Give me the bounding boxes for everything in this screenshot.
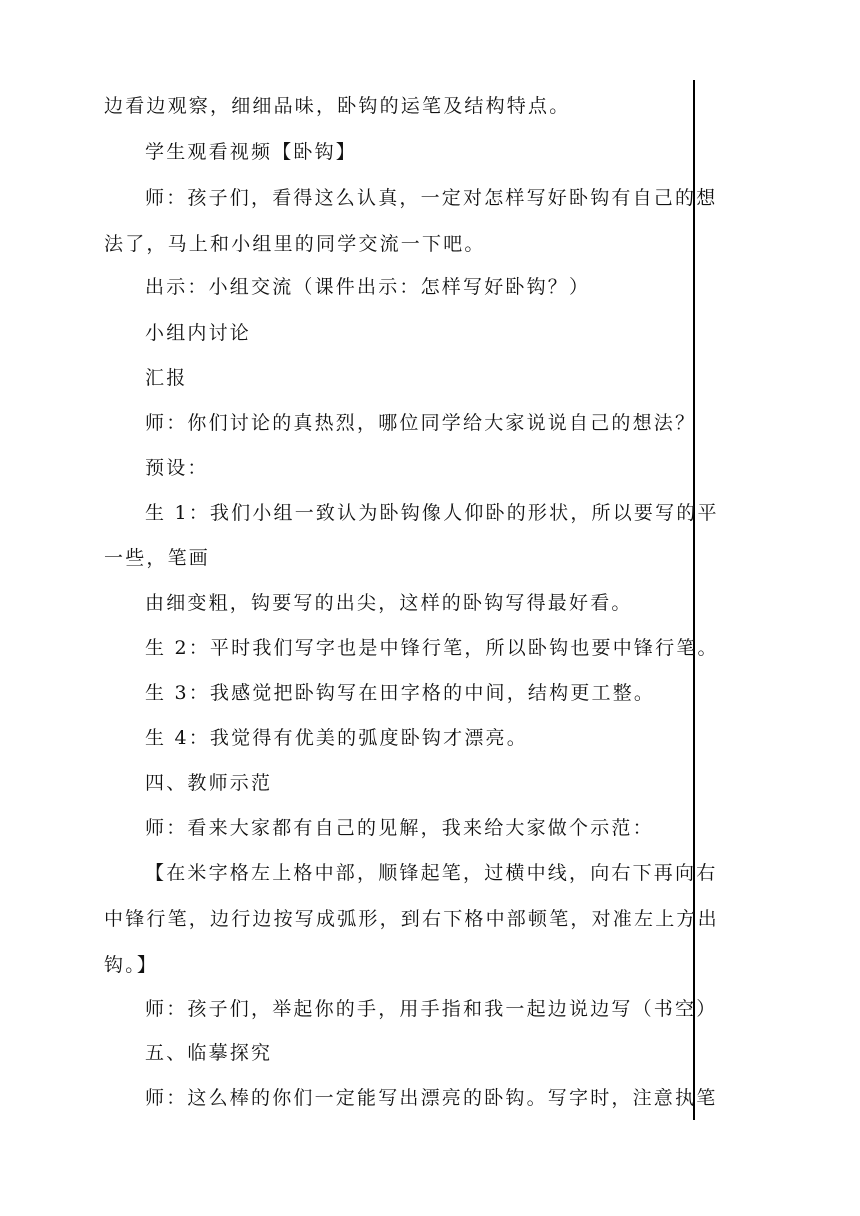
text-line-20: 钩。】	[104, 954, 159, 976]
text-line-17: 师：看来大家都有自己的见解，我来给大家做个示范：	[145, 817, 654, 839]
text-line-8: 师：你们讨论的真热烈，哪位同学给大家说说自己的想法？	[145, 412, 697, 434]
text-line-3: 师：孩子们，看得这么认真，一定对怎样写好卧钩有自己的想	[145, 187, 718, 209]
text-line-14: 生 3：我感觉把卧钩写在田字格的中间，结构更工整。	[145, 682, 656, 704]
text-line-10: 生 1：我们小组一致认为卧钩像人仰卧的形状，所以要写的平	[145, 502, 719, 524]
table-border-line	[693, 80, 695, 1120]
text-line-11: 一些，笔画	[104, 547, 211, 569]
text-line-18: 【在米字格左上格中部，顺锋起笔，过横中线，向右下再向右	[145, 862, 718, 884]
text-line-19: 中锋行笔，边行边按写成弧形，到右下格中部顿笔，对准左上方出	[104, 908, 719, 930]
text-line-5: 出示：小组交流（课件出示：怎样写好卧钩？）	[145, 276, 591, 298]
text-line-23: 师：这么棒的你们一定能写出漂亮的卧钩。写字时，注意执笔	[145, 1087, 718, 1109]
text-line-7: 汇报	[145, 367, 188, 389]
text-line-4: 法了，马上和小组里的同学交流一下吧。	[104, 233, 486, 255]
text-line-2: 学生观看视频【卧钩】	[145, 141, 358, 163]
text-line-6: 小组内讨论	[145, 322, 252, 344]
text-line-1: 边看边观察，细细品味，卧钩的运笔及结构特点。	[104, 95, 571, 117]
text-line-16: 四、教师示范	[145, 772, 273, 794]
text-line-21: 师：孩子们，举起你的手，用手指和我一起边说边写（书空）	[145, 998, 718, 1020]
text-line-9: 预设：	[145, 457, 209, 479]
text-line-12: 由细变粗，钩要写的出尖，这样的卧钩写得最好看。	[145, 592, 633, 614]
text-line-22: 五、临摹探究	[145, 1042, 273, 1064]
text-line-15: 生 4：我觉得有优美的弧度卧钩才漂亮。	[145, 727, 528, 749]
text-line-13: 生 2：平时我们写字也是中锋行笔，所以卧钩也要中锋行笔。	[145, 637, 719, 659]
